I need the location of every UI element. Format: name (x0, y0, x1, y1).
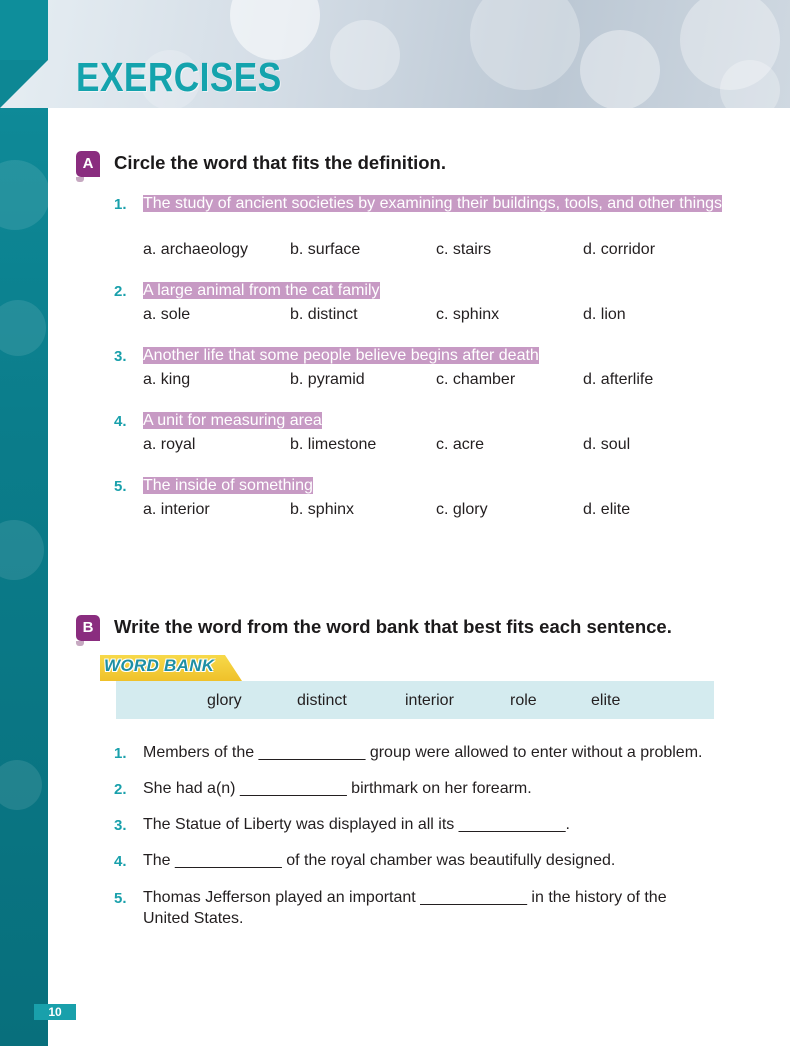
sentence-number: 5. (114, 890, 127, 907)
question-definition (143, 193, 723, 215)
definition-text: The study of ancient societies by examining their buildings, tools, and other things (143, 195, 722, 212)
question-definition (143, 280, 723, 302)
side-band (0, 0, 48, 1046)
bokeh-light (330, 20, 400, 90)
answer-option[interactable]: b. sphinx (290, 501, 355, 518)
question-number: 5. (114, 478, 127, 495)
answer-option[interactable]: a. archaeology (143, 241, 248, 258)
answer-option[interactable]: d. elite (583, 501, 631, 518)
word-bank-label: WORD BANK (104, 656, 215, 675)
definition-text: Another life that some people believe begins after death (143, 347, 539, 364)
word-bank-word: distinct (297, 692, 347, 709)
word-bank-word: interior (405, 692, 454, 709)
page-number: 10 (34, 1004, 76, 1020)
answer-option[interactable]: d. corridor (583, 241, 656, 258)
sentence-number: 4. (114, 853, 127, 870)
bokeh-light (580, 30, 660, 108)
question-definition (143, 345, 723, 367)
answer-option[interactable]: b. limestone (290, 436, 377, 453)
answer-option[interactable]: a. interior (143, 501, 210, 518)
section-a-heading: Circle the word that fits the definition. (114, 152, 446, 173)
answer-option[interactable]: c. acre (436, 436, 485, 453)
answer-option[interactable]: a. king (143, 371, 191, 388)
section-a-badge: A (76, 151, 100, 177)
word-bank-word: elite (591, 692, 621, 709)
word-bank-word: role (510, 692, 537, 709)
side-glow (0, 160, 50, 230)
question-number: 1. (114, 196, 127, 213)
bokeh-light (470, 0, 580, 90)
answer-option[interactable]: d. soul (583, 436, 631, 453)
section-b-badge: B (76, 615, 100, 641)
answer-option[interactable]: c. glory (436, 501, 488, 518)
question-number: 2. (114, 283, 127, 300)
answer-option[interactable]: d. afterlife (583, 371, 654, 388)
bokeh-light (230, 0, 320, 60)
page-title: EXERCISES (76, 54, 282, 100)
definition-text: A unit for measuring area (143, 412, 322, 429)
header-corner-fold (0, 60, 48, 108)
answer-option[interactable]: c. sphinx (436, 306, 500, 323)
question-definition (143, 475, 723, 497)
side-glow (0, 520, 44, 580)
answer-option[interactable]: d. lion (583, 306, 626, 323)
answer-option[interactable]: b. surface (290, 241, 361, 258)
header-corner (0, 0, 48, 60)
sentence-text[interactable]: Members of the ____________ group were allowed to enter without a problem. (143, 744, 703, 761)
word-bank-word: glory (207, 692, 242, 709)
side-glow (0, 760, 42, 810)
sentence-text[interactable]: The Statue of Liberty was displayed in all its ____________. (143, 816, 570, 833)
answer-option[interactable]: b. pyramid (290, 371, 365, 388)
question-definition (143, 410, 723, 432)
answer-option[interactable]: a. royal (143, 436, 196, 453)
sentence-text[interactable]: She had a(n) ____________ birthmark on her forearm. (143, 780, 532, 797)
sentence-number: 1. (114, 745, 127, 762)
sentence-text[interactable]: The ____________ of the royal chamber was beautifully designed. (143, 852, 616, 869)
answer-option[interactable]: c. stairs (436, 241, 492, 258)
section-b-heading: Write the word from the word bank that best fits each sentence. (114, 616, 672, 637)
answer-option[interactable]: a. sole (143, 306, 191, 323)
side-glow (0, 300, 46, 356)
sentence-text[interactable]: Thomas Jefferson played an important ____________ in the history of the United States. (143, 889, 667, 927)
definition-text: A large animal from the cat family (143, 282, 380, 299)
answer-option[interactable]: b. distinct (290, 306, 358, 323)
question-number: 3. (114, 348, 127, 365)
definition-text: The inside of something (143, 477, 313, 494)
question-number: 4. (114, 413, 127, 430)
sentence-number: 3. (114, 817, 127, 834)
answer-option[interactable]: c. chamber (436, 371, 516, 388)
sentence-number: 2. (114, 781, 127, 798)
